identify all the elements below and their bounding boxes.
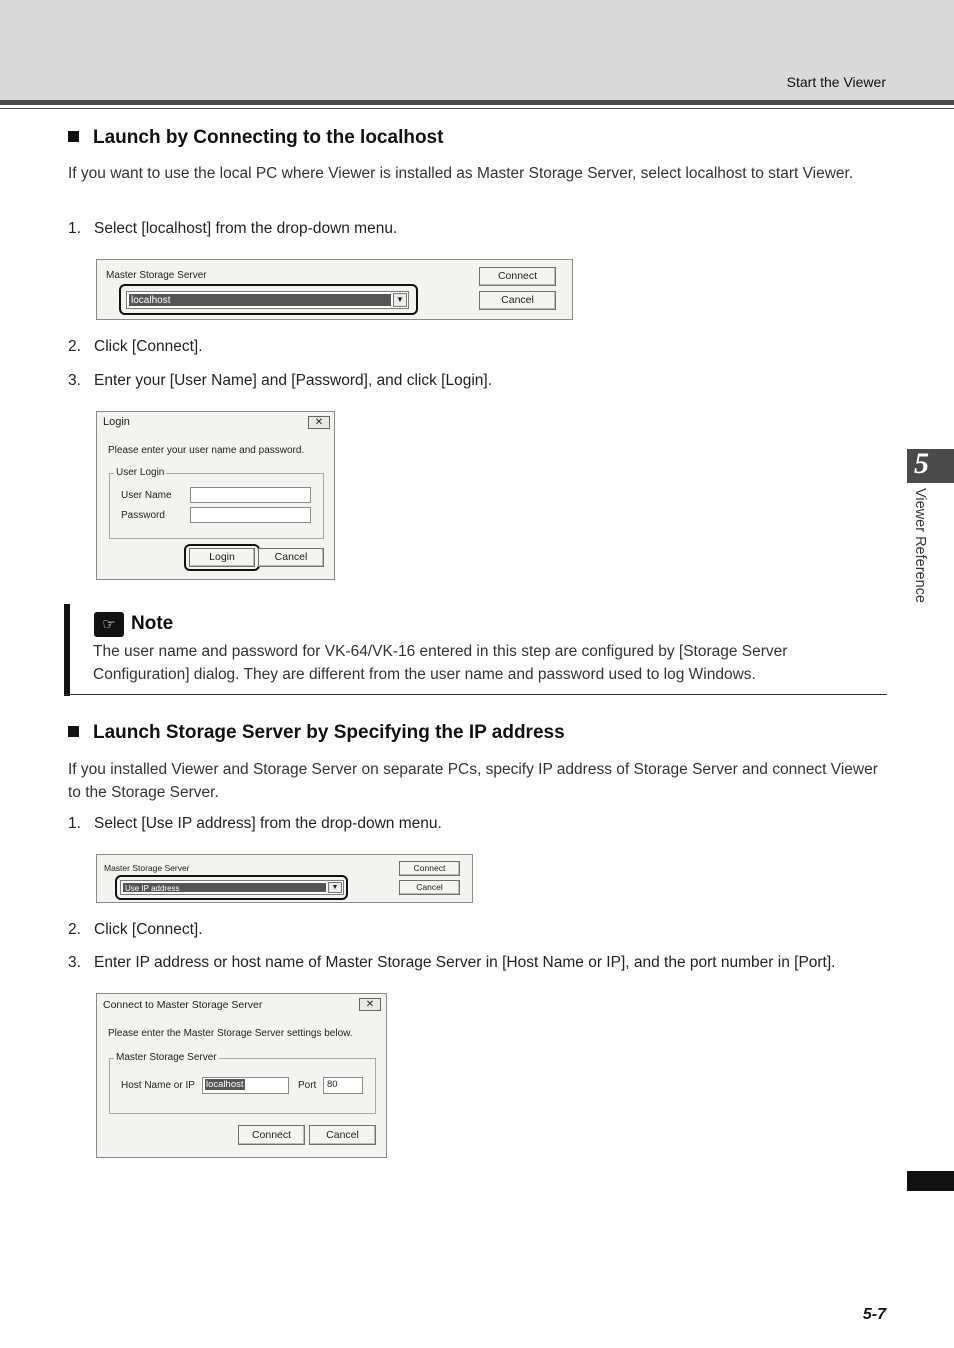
pointing-hand-icon: ☞ — [94, 612, 124, 637]
note-text: The user name and password for VK-64/VK-16 entered in this step are configured by [Storage Server Configuration] dialog. They are different from the user name and password used to log Windows. — [93, 643, 788, 683]
connect-dialog — [96, 993, 387, 1158]
dialog-prompt: Please enter your user name and password. — [108, 445, 305, 456]
running-title: Start the Viewer — [786, 74, 886, 90]
close-icon[interactable]: ✕ — [308, 416, 330, 429]
page-number: 5-7 — [862, 1306, 886, 1323]
chapter-number: 5 — [914, 447, 929, 480]
host-label: Host Name or IP — [121, 1080, 195, 1091]
note-title: Note — [131, 613, 174, 634]
header-rule-thin — [0, 108, 954, 109]
group-caption: User Login — [116, 467, 165, 478]
server-bar-localhost — [96, 259, 573, 320]
chevron-down-icon[interactable]: ▼ — [328, 882, 342, 893]
cancel-button[interactable]: Cancel — [479, 291, 556, 310]
host-field[interactable]: localhost — [202, 1077, 289, 1094]
port-label: Port — [298, 1080, 317, 1091]
port-field[interactable]: 80 — [323, 1077, 363, 1094]
user-name-label: User Name — [121, 490, 172, 501]
chevron-down-icon[interactable]: ▼ — [393, 293, 407, 307]
section-heading-ip-address: Launch Storage Server by Specifying the IP address — [68, 722, 565, 744]
dialog-prompt: Please enter the Master Storage Server settings below. — [108, 1028, 353, 1039]
server-combo[interactable]: Use IP address ▼ — [120, 880, 344, 895]
step-item: 3. Enter your [User Name] and [Password], and click [Login]. — [68, 372, 493, 389]
header-rule — [0, 100, 954, 105]
server-label: Master Storage Server — [106, 270, 207, 281]
section-intro-localhost: If you want to use the local PC where Viewer is installed as Master Storage Server, select localhost to start Viewer. — [68, 165, 854, 182]
step-item: 1. Select [localhost] from the drop-down menu. — [68, 220, 398, 237]
server-bar-ip — [96, 854, 473, 903]
connect-button[interactable]: Connect — [479, 267, 556, 286]
step-item: 2. Click [Connect]. — [68, 338, 203, 355]
password-label: Password — [121, 510, 165, 521]
connect-button[interactable]: Connect — [399, 861, 460, 876]
connect-button[interactable]: Connect — [238, 1125, 305, 1145]
close-icon[interactable]: ✕ — [359, 998, 381, 1011]
square-bullet-icon — [68, 726, 79, 737]
section-heading-localhost: Launch by Connecting to the localhost — [68, 127, 443, 149]
server-combo[interactable]: localhost ▼ — [126, 291, 409, 309]
group-caption: Master Storage Server — [116, 1052, 217, 1063]
note-bar — [64, 604, 70, 696]
password-field[interactable] — [190, 507, 311, 523]
cancel-button[interactable]: Cancel — [258, 548, 324, 567]
dialog-title: Login — [103, 416, 130, 428]
login-dialog — [96, 411, 335, 580]
login-button[interactable]: Login — [189, 548, 255, 567]
step-item: 2. Click [Connect]. — [68, 921, 203, 938]
note-rule — [64, 694, 887, 695]
cancel-button[interactable]: Cancel — [399, 880, 460, 895]
user-name-field[interactable] — [190, 487, 311, 503]
cancel-button[interactable]: Cancel — [309, 1125, 376, 1145]
server-label: Master Storage Server — [104, 863, 190, 873]
section-intro-ip-address: If you installed Viewer and Storage Server on separate PCs, specify IP address of Storage Server and connect Viewer to the Storage Server. — [68, 761, 878, 801]
square-bullet-icon — [68, 131, 79, 142]
user-login-group — [109, 473, 324, 539]
chapter-label: Viewer Reference — [912, 488, 928, 603]
step-item: 3. Enter IP address or host name of Master Storage Server in [Host Name or IP], and the port number in [Port]. — [68, 954, 836, 971]
side-marker — [907, 1171, 954, 1191]
dialog-title: Connect to Master Storage Server — [103, 999, 263, 1011]
step-item: 1. Select [Use IP address] from the drop-down menu. — [68, 815, 442, 832]
